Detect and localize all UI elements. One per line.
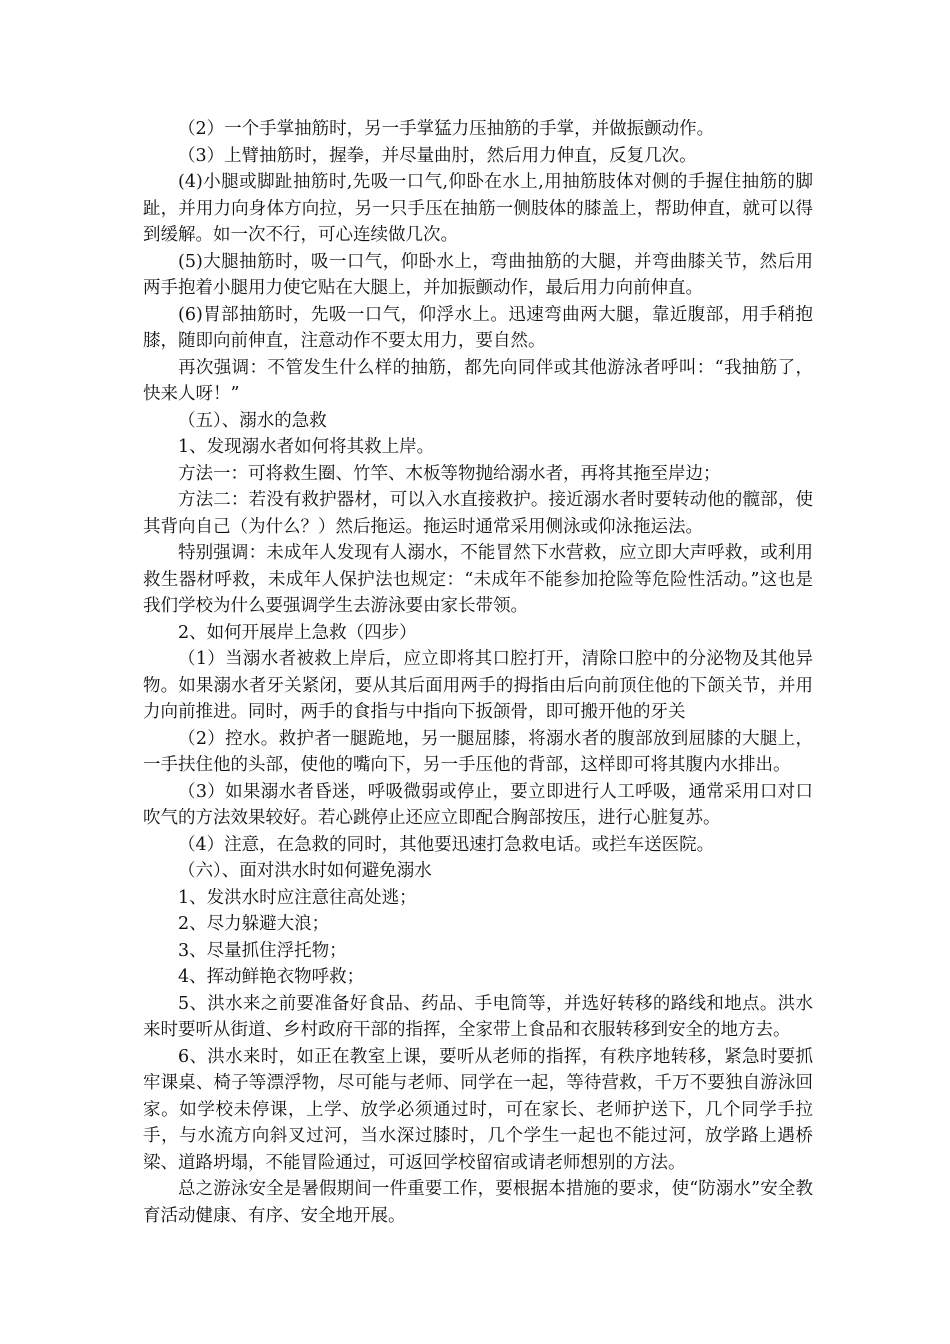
document-page [143, 116, 813, 1229]
paragraph-thigh-cramp: (5)大腿抽筋时，吸一口气，仰卧水上，弯曲抽筋的大腿，并弯曲膝关节，然后用两手抱着小腿用力使它贴在大腿上，并加振颤动作，最后用力向前伸直。 [143, 251, 813, 298]
paragraph-method-one: 方法一：可将救生圈、竹竿、木板等物抛给溺水者，再将其拖至岸边； [178, 463, 721, 484]
section-heading-drowning-first-aid: （五）、溺水的急救 [178, 410, 327, 431]
paragraph-step-drain-water: （2）控水。救护者一腿跪地，另一腿屈膝，将溺水者的腹部放到屈膝的大腿上，一手扶住他的头部，使他的嘴向下，另一手压他的背部，这样即可将其腹内水排出。 [143, 728, 813, 775]
list-item-flood-high-ground: 1、发洪水时应注意往高处逃； [178, 887, 417, 908]
subheading-shore-first-aid: 2、如何开展岸上急救（四步） [178, 622, 417, 643]
paragraph-step-call-ambulance: （4）注意，在急救的同时，其他要迅速打急救电话。或拦车送医院。 [178, 834, 715, 855]
subheading-rescue-to-shore: 1、发现溺水者如何将其救上岸。 [178, 437, 435, 457]
paragraph-method-two: 方法二：若没有救护器材，可以入水直接救护。接近溺水者时要转动他的髋部，使其背向自己（为什么？）然后拖运。拖运时通常采用侧泳或仰泳拖运法。 [143, 490, 813, 537]
paragraph-conclusion: 总之游泳安全是暑假期间一件重要工作，要根据本措施的要求，使“防溺水”安全教育活动健康、有序、安全地开展。 [143, 1179, 813, 1226]
paragraph-step-clear-mouth: （1）当溺水者被救上岸后，应立即将其口腔打开，清除口腔中的分泌物及其他异物。如果溺水者牙关紧闭，要从其后面用两手的拇指由后向前顶住他的下颌关节，并用力向前推进。同时，两手的食指与中指向下扳颌骨，即可搬开他的牙关 [143, 649, 813, 722]
paragraph-stomach-cramp: (6)胃部抽筋时，先吸一口气，仰浮水上。迅速弯曲两大腿，靠近腹部，用手稍抱膝，随即向前伸直，注意动作不要太用力，要自然。 [143, 304, 813, 351]
list-item-flood-wave-clothes: 4、挥动鲜艳衣物呼救； [178, 967, 365, 987]
paragraph-hand-cramp: （2）一个手掌抽筋时，另一手掌猛力压抽筋的手掌，并做振颤动作。 [178, 119, 715, 139]
paragraph-calf-cramp: (4)小腿或脚趾抽筋时,先吸一口气,仰卧在水上,用抽筋肢体对侧的手握住抽筋的脚趾，并用力向身体方向拉，另一只手压在抽筋一侧肢体的膝盖上，帮助伸直，就可以得到缓解。如一次不行，可心连续做几次。 [143, 172, 813, 245]
paragraph-emphasis-call-for-help: 再次强调：不管发生什么样的抽筋，都先向同伴或其他游泳者呼叫：“我抽筋了，快来人呀！” [143, 357, 813, 404]
paragraph-step-cpr: （3）如果溺水者昏迷，呼吸微弱或停止，要立即进行人工呼吸，通常采用口对口吹气的方法效果较好。若心跳停止还应立即配合胸部按压，进行心脏复苏。 [143, 781, 813, 828]
list-item-flood-floating-objects: 3、尽量抓住浮托物； [178, 940, 347, 961]
list-item-flood-at-school: 6、洪水来时，如正在教室上课，要听从老师的指挥，有秩序地转移，紧急时要抓牢课桌、椅子等漂浮物，尽可能与老师、同学在一起，等待营救，千万不要独自游泳回家。如学校未停课，上学、放学必须通过时，可在家长、老师护送下，几个同学手拉手，与水流方向斜叉过河，当水深过膝时，几个学生一起也不能过河，放学路上遇桥梁、道路坍塌，不能冒险通过，可返回学校留宿或请老师想别的方法。 [143, 1046, 813, 1173]
list-item-flood-prepare: 5、洪水来之前要准备好食品、药品、手电筒等，并选好转移的路线和地点。洪水来时要听从街道、乡村政府干部的指挥，全家带上食品和衣服转移到安全的地方去。 [143, 993, 813, 1040]
paragraph-upper-arm-cramp: （3）上臂抽筋时，握拳，并尽量曲肘，然后用力伸直，反复几次。 [178, 145, 697, 166]
section-heading-flood-safety: （六）、面对洪水时如何避免溺水 [178, 861, 432, 881]
paragraph-special-emphasis-minors: 特别强调：未成年人发现有人溺水，不能冒然下水营救，应立即大声呼救，或利用救生器材呼救，未成年人保护法也规定：“未成年不能参加抢险等危险性活动。”这也是我们学校为什么要强调学生去游泳要由家长带领。 [143, 543, 813, 616]
list-item-flood-avoid-waves: 2、尽力躲避大浪； [178, 914, 330, 934]
